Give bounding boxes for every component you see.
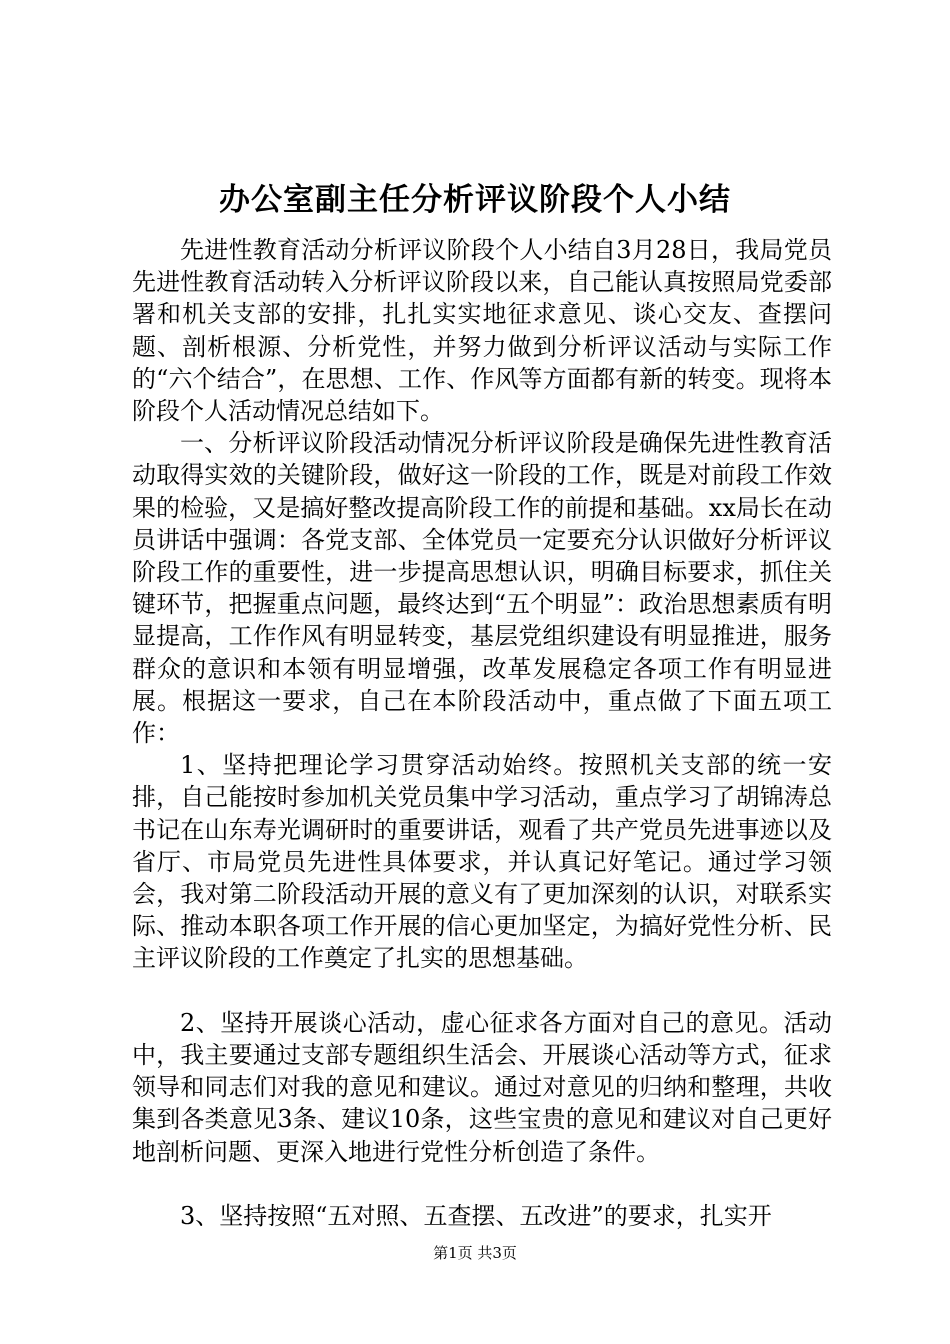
paragraph-item-3: 3、坚持按照“五对照、五查摆、五改进”的要求，扎实开 <box>180 1202 772 1231</box>
paragraph-item-1: 1、坚持把理论学习贯穿活动始终。按照机关支部的统一安排，自己能按时参加机关党员集中学习活动，重点学习了胡锦涛总书记在山东寿光调研时的重要讲话，观看了共产党员先进事迹以及省厅、市局党员先进性具体要求，并认真记好笔记。通过学习领会，我对第二阶段活动开展的意义有了更加深刻的认识，对联系实际、推动本职各项工作开展的信心更加坚定，为搞好党性分析、民主评议阶段的工作奠定了扎实的思想基础。 <box>132 751 832 973</box>
document-title: 办公室副主任分析评议阶段个人小结 <box>219 182 731 218</box>
paragraph-item-2: 2、坚持开展谈心活动，虚心征求各方面对自己的意见。活动中，我主要通过支部专题组织生活会、开展谈心活动等方式，征求领导和同志们对我的意见和建议。通过对意见的归纳和整理，共收集到各类意见3条、建议10条，这些宝贵的意见和建议对自己更好地剖析问题、更深入地进行党性分析创造了条件。 <box>132 1008 832 1166</box>
paragraph-section-one: 一、分析评议阶段活动情况分析评议阶段是确保先进性教育活动取得实效的关键阶段，做好这一阶段的工作，既是对前段工作效果的检验，又是搞好整改提高阶段工作的前提和基础。xx局长在动员讲话中强调：各党支部、全体党员一定要充分认识做好分析评议阶段工作的重要性，进一步提高思想认识，明确目标要求，抓住关键环节，把握重点问题，最终达到“五个明显”：政治思想素质有明显提高，工作作风有明显转变，基层党组织建设有明显推进，服务群众的意识和本领有明显增强，改革发展稳定各项工作有明显进展。根据这一要求，自己在本阶段活动中，重点做了下面五项工作： <box>132 429 832 748</box>
paragraph-intro: 先进性教育活动分析评议阶段个人小结自3月28日，我局党员先进性教育活动转入分析评议阶段以来，自己能认真按照局党委部署和机关支部的安排，扎扎实实地征求意见、谈心交友、查摆问题、剖析根源、分析党性，并努力做到分析评议活动与实际工作的“六个结合”，在思想、工作、作风等方面都有新的转变。现将本阶段个人活动情况总结如下。 <box>132 236 832 426</box>
document-body <box>132 234 832 1232</box>
page-footer: 第1页 共3页 <box>433 1244 517 1262</box>
